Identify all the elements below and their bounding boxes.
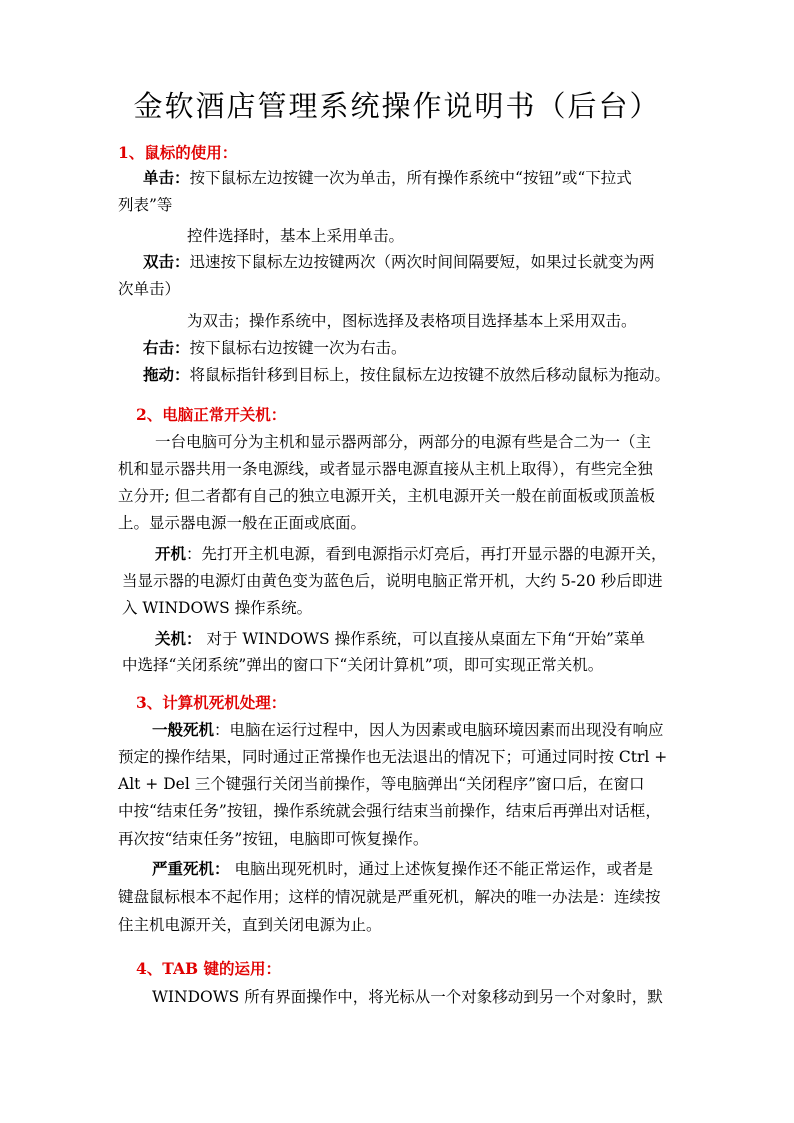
section-heading-tab-key: 4、TAB 键的运用： xyxy=(136,959,281,978)
term-right-click: 右击： xyxy=(143,338,190,357)
paragraph-power-off xyxy=(155,628,645,650)
text-line: ：先打开主机电源，看到电源指示灯亮后，再打开显示器的电源开关， xyxy=(186,545,667,563)
text-line: 键盘鼠标根本不起作用；这样的情况就是严重死机，解决的唯一办法是：连续按 xyxy=(118,888,661,906)
section-heading-crash: 3、计算机死机处理： xyxy=(136,693,287,712)
text-line: 将鼠标指针移到目标上，按住鼠标左边按键不放然后移动鼠标为拖动。 xyxy=(189,366,671,384)
text-line: 按下鼠标左边按键一次为单击，所有操作系统中“按钮”或“下拉式 xyxy=(189,169,632,187)
text-line: ：电脑在运行过程中，因人为因素或电脑环境因素而出现没有响应 xyxy=(214,721,664,739)
text-line: 按下鼠标右边按键一次为右击。 xyxy=(189,339,407,357)
paragraph-drag xyxy=(143,364,670,386)
paragraph-double-click xyxy=(143,251,655,273)
paragraph-click xyxy=(143,167,632,189)
text-line: 预定的操作结果，同时通过正常操作也无法退出的情况下；可通过同时按 Ctrl + xyxy=(118,748,668,766)
term-power-on: 开机 xyxy=(155,544,187,563)
text-line: 次单击） xyxy=(118,280,181,298)
term-severe-crash: 严重死机： xyxy=(152,859,230,878)
text-line: 入 WINDOWS 操作系统。 xyxy=(122,599,313,617)
text-line: 控件选择时，基本上采用单击。 xyxy=(187,227,405,245)
paragraph-right-click xyxy=(143,337,407,359)
text-line: 一台电脑可分为主机和显示器两部分，两部分的电源有些是合二为一（主 xyxy=(155,433,652,451)
term-general-crash: 一般死机 xyxy=(152,720,215,739)
text-line: 电脑出现死机时，通过上述恢复操作还不能正常运作，或者是 xyxy=(229,860,653,878)
text-line: 中按“结束任务”按钮，操作系统就会强行结束当前操作，结束后再弹出对话框， xyxy=(118,802,661,820)
text-line: 住主机电源开关，直到关闭电源为止。 xyxy=(118,916,382,934)
text-line: 立分开; 但二者都有自己的独立电源开关，主机电源开关一般在前面板或顶盖板 xyxy=(118,487,656,505)
term-power-off: 关机： xyxy=(155,629,202,648)
text-line: 再次按“结束任务”按钮，电脑即可恢复操作。 xyxy=(118,830,429,848)
text-line: 为双击；操作系统中，图标选择及表格项目选择基本上采用双击。 xyxy=(187,312,637,330)
text-line: 中选择“关闭系统”弹出的窗口下“关闭计算机”项，即可实现正常关机。 xyxy=(122,656,604,674)
section-heading-power: 2、电脑正常开关机： xyxy=(136,405,287,424)
paragraph-general-crash xyxy=(152,719,664,741)
term-drag: 拖动： xyxy=(143,365,190,384)
text-line: 迅速按下鼠标左边按键两次（两次时间间隔要短，如果过长就变为两 xyxy=(189,253,655,271)
text-line: 列表”等 xyxy=(118,196,173,214)
paragraph-power-on xyxy=(155,543,667,565)
section-heading-mouse: 1、鼠标的使用： xyxy=(118,143,238,162)
document-title: 金软酒店管理系统操作说明书（后台） xyxy=(133,89,661,123)
text-line: 对于 WINDOWS 操作系统，可以直接从桌面左下角“开始”菜单 xyxy=(201,630,645,648)
text-line: 上。显示器电源一般在正面或底面。 xyxy=(118,514,367,532)
text-line: 当显示器的电源灯由黄色变为蓝色后，说明电脑正常开机，大约 5-20 秒后即进 xyxy=(122,572,663,590)
text-line: WINDOWS 所有界面操作中，将光标从一个对象移动到另一个对象时，默 xyxy=(152,988,663,1006)
term-double-click: 双击： xyxy=(143,252,190,271)
term-click: 单击： xyxy=(143,168,190,187)
text-line: 机和显示器共用一条电源线，或者显示器电源直接从主机上取得），有些完全独 xyxy=(118,460,653,478)
text-line: Alt + Del 三个键强行关闭当前操作，等电脑弹出“关闭程序”窗口后，在窗口 xyxy=(118,775,645,793)
paragraph-severe-crash xyxy=(152,858,653,880)
